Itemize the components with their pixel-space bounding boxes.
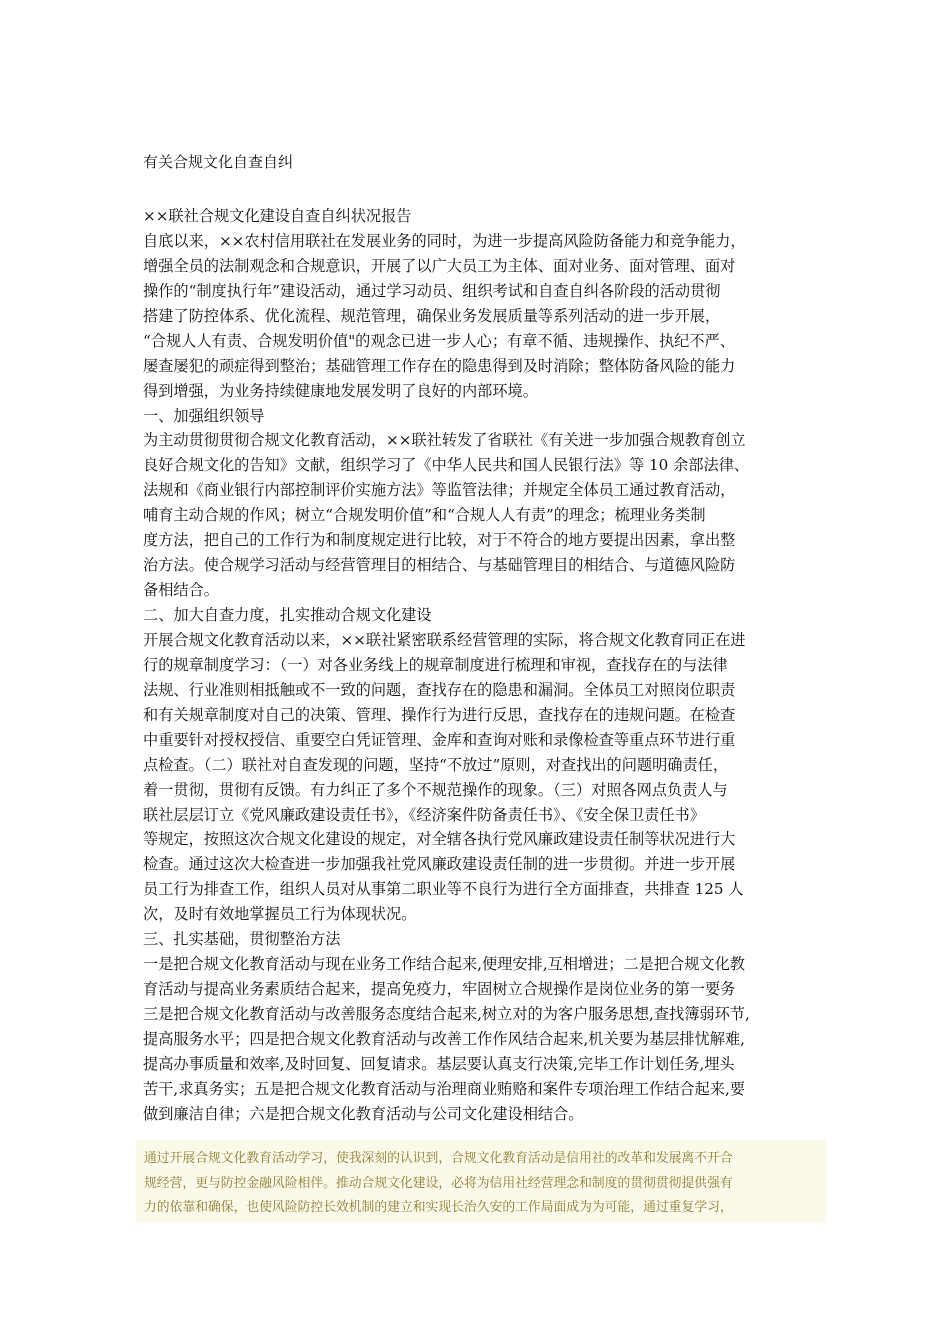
document-title: 有关合规文化自查自纠 [143,153,294,171]
paragraph-line: 提高办事质量和效率,及时回复、回复请求。基层要认真支行决策,完毕工作计划任务,埋头 [143,1054,735,1073]
paragraph-line: 度方法，把自己的工作行为和制度规定进行比较，对于不符合的地方要提出因素，拿出整 [143,531,736,550]
paragraph-line: 自底以来，××农村信用联社在发展业务的同时，为进一步提高风险防备能力和竞争能力， [143,231,746,250]
paragraph-line: 三是把合规文化教育活动与改善服务态度结合起来,树立对的为客户服务思想,查找簿弱环节, [143,1005,750,1023]
paragraph-line: 联社层层订立《党风廉政建设责任书》，《经济案件防备责任书》、《安全保卫责任书》 [143,805,705,824]
paragraph-line: 治方法。使合规学习活动与经营管理目的相结合、与基础管理目的相结合、与道德风险防 [143,556,736,575]
document-body [143,204,813,1127]
section-heading-2: 二、加大自查力度，扎实推动合规文化建设 [143,606,432,624]
paragraph-line: 提高服务水平；四是把合规文化教育活动与改善工作作风结合起来,机关要为基层排忧解难, [143,1029,745,1048]
paragraph-line: 育活动与提高业务素质结合起来，提高免疫力，牢固树立合规操作是岗位业务的第一要务 [143,980,736,999]
paragraph-line: 屡查屡犯的顽症得到整治；基础管理工作存在的隐患得到及时消除；整体防备风险的能力 [143,356,736,375]
paragraph-line: 中重要针对授权授信、重要空白凭证管理、金库和查询对账和录像检查等重点环节进行重 [143,730,736,749]
paragraph-line: 增强全员的法制观念和合规意识，开展了以广大员工为主体、面对业务、面对管理、面对 [143,256,736,275]
paragraph-line: 员工行为排查工作，组织人员对从事第二职业等不良行为进行全方面排查，共排查 125 人 [143,880,744,899]
paragraph-line: 点检查。（二）联社对自查发现的问题，坚持“不放过”原则，对查找出的问题明确责任， [143,755,729,774]
paragraph-line: 良好合规文化的告知》文献，组织学习了《中华人民共和国人民银行法》等 10 余部法律、 [143,456,750,475]
paragraph-line: 开展合规文化教育活动以来，××联社紧密联系经营管理的实际，将合规文化教育同正在进 [143,630,746,649]
paragraph-line: 苦干,求真务实；五是把合规文化教育活动与治理商业贿赂和案件专项治理工作结合起来,要 [143,1079,745,1098]
paragraph-line: 和有关规章制度对自己的决策、管理、操作行为进行反思，查找存在的违规问题。在检查 [143,705,736,724]
paragraph-line: 一是把合规文化教育活动与现在业务工作结合起来,便理安排,互相增进；二是把合规文化教 [143,955,745,974]
paragraph-line: 备相结合。 [143,581,219,600]
section-heading-1: 一、加强组织领导 [143,406,265,425]
paragraph-line: 法规和《商业银行内部控制评价实施方法》等监管法律；并规定全体员工通过教育活动， [143,481,736,500]
paragraph-line: 哺育主动合规的作风；树立“合规发明价值”和“合规人人有责”的理念；梳理业务类制 [143,506,706,525]
excerpt-line: 规经营，更与防控金融风险相伴。推动合规文化建设，必将为信用社经营理念和制度的贯彻贯彻提供强有 [144,1175,733,1191]
paragraph-line: 检查。通过这次大检查进一步加强我社党风廉政建设责任制的进一步贯彻。并进一步开展 [143,855,736,874]
paragraph-line: 做到廉洁自律；六是把合规文化教育活动与公司文化建设相结合。 [143,1104,584,1123]
section-heading-3: 三、扎实基础，贯彻整治方法 [143,930,341,949]
excerpt-line: 通过开展合规文化教育活动学习，使我深刻的认识到，合规文化教育活动是信用社的改革和发展离不开合 [144,1151,733,1166]
report-title-line: ××联社合规文化建设自查自纠状况报告 [143,207,412,225]
paragraph-line: 为主动贯彻贯彻合规文化教育活动，××联社转发了省联社《有关进一步加强合规教育创立 [143,431,746,450]
paragraph-line: 搭建了防控体系、优化流程、规范管理，确保业务发展质量等系列活动的进一步开展， [143,306,721,325]
paragraph-line: 法规、行业准则相抵触或不一致的问题，查找存在的隐患和漏洞。全体员工对照岗位职责 [143,680,736,699]
paragraph-line: 等规定，按照这次合规文化建设的规定，对全辖各执行党风廉政建设责任制等状况进行大 [143,830,736,849]
excerpt-line: 力的依靠和确保，也使风险防控长效机制的建立和实现长治久安的工作局面成为为可能，通过重复学习， [144,1200,733,1215]
paragraph-line: 着一贯彻，贯彻有反馈。有力纠正了多个不规范操作的现象。（三）对照各网点负责人与 [143,780,728,799]
paragraph-line: “合规人人有责、合规发明价值"的观念已进一步人心；有章不循、违规操作、执纪不严、 [143,331,735,350]
highlighted-excerpt [136,1140,826,1222]
paragraph-line: 操作的“制度执行年”建设活动，通过学习动员、组织考试和自查自纠各阶段的活动贯彻 [143,281,721,300]
paragraph-line: 次，及时有效地掌握员工行为体现状况。 [143,905,417,924]
paragraph-line: 行的规章制度学习：（一）对各业务线上的规章制度进行梳理和审视，查找存在的与法律 [143,655,728,674]
paragraph-line: 得到增强，为业务持续健康地发展发明了良好的内部环境。 [143,381,538,400]
